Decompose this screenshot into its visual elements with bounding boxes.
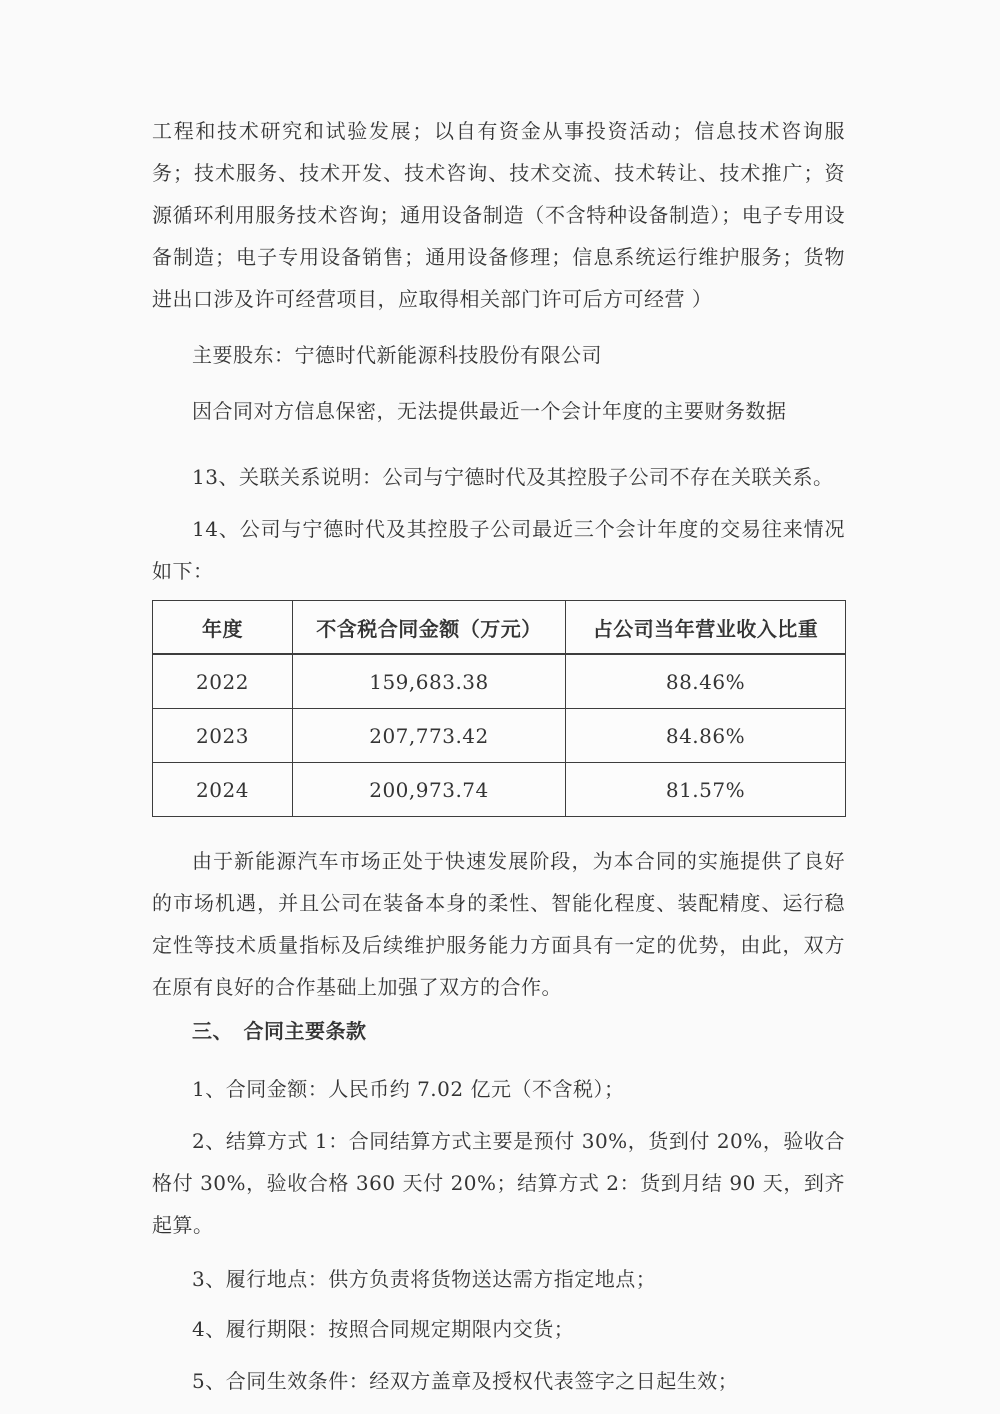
table-cell-year: 2022 [153,654,293,709]
table-cell-amount: 200,973.74 [293,763,566,817]
table-cell-share: 88.46% [566,654,846,709]
table-row [153,709,846,763]
paragraph-business-scope-continuation: 工程和技术研究和试验发展；以自有资金从事投资活动；信息技术咨询服务；技术服务、技术开发、技术咨询、技术交流、技术转让、技术推广；资源循环利用服务技术咨询；通用设备制造（不含特种设备制造）；电子专用设备制造；电子专用设备销售；通用设备修理；信息系统运行维护服务；货物进出口涉及许可经营项目，应取得相关部门许可后方可经营 ） [152,119,845,311]
paragraph-item-13-related-party: 13、关联关系说明：公司与宁德时代及其控股子公司不存在关联关系。 [192,465,834,489]
table-header-contract-amount: 不含税合同金额（万元） [293,601,566,655]
table-cell-share: 84.86% [566,709,846,763]
paragraph-market-opportunity: 由于新能源汽车市场正处于快速发展阶段，为本合同的实施提供了良好的市场机遇，并且公司在装备本身的柔性、智能化程度、装配精度、运行稳定性等技术质量指标及后续维护服务能力方面具有一定的优势，由此，双方在原有良好的合作基础上加强了双方的合作。 [152,849,845,999]
table-row [153,601,846,655]
term-item-performance-period: 4、履行期限：按照合同规定期限内交货； [192,1317,575,1341]
term-item-performance-place: 3、履行地点：供方负责将货物送达需方指定地点； [192,1267,657,1291]
table-header-row [153,601,846,655]
term-item-effective-condition: 5、合同生效条件：经双方盖章及授权代表签字之日起生效； [192,1369,739,1393]
annual-transactions-table [152,600,846,817]
term-item-contract-amount: 1、合同金额：人民币约 7.02 亿元（不含税）； [192,1077,625,1101]
table-header-revenue-share: 占公司当年营业收入比重 [566,601,846,655]
table-row [153,654,846,709]
paragraph-item-14-transactions-intro: 14、公司与宁德时代及其控股子公司最近三个会计年度的交易往来情况如下： [152,517,845,583]
term-item-settlement-method: 2、结算方式 1：合同结算方式主要是预付 30%，货到付 20%，验收合格付 30%，验收合格 360 天付 20%；结算方式 2：货到月结 90 天，到齐起算。 [152,1129,845,1237]
table-row [153,763,846,817]
document-content [152,110,845,1402]
table-cell-share: 81.57% [566,763,846,817]
table-header-year: 年度 [153,601,293,655]
section-heading-contract-main-terms: 三、 合同主要条款 [192,1019,367,1043]
table-cell-year: 2024 [153,763,293,817]
table-cell-amount: 159,683.38 [293,654,566,709]
contract-terms-list [152,1068,845,1402]
table-cell-year: 2023 [153,709,293,763]
paragraph-major-shareholder: 主要股东：宁德时代新能源科技股份有限公司 [192,343,602,367]
paragraph-confidentiality-note: 因合同对方信息保密，无法提供最近一个会计年度的主要财务数据 [192,399,787,423]
table-cell-amount: 207,773.42 [293,709,566,763]
